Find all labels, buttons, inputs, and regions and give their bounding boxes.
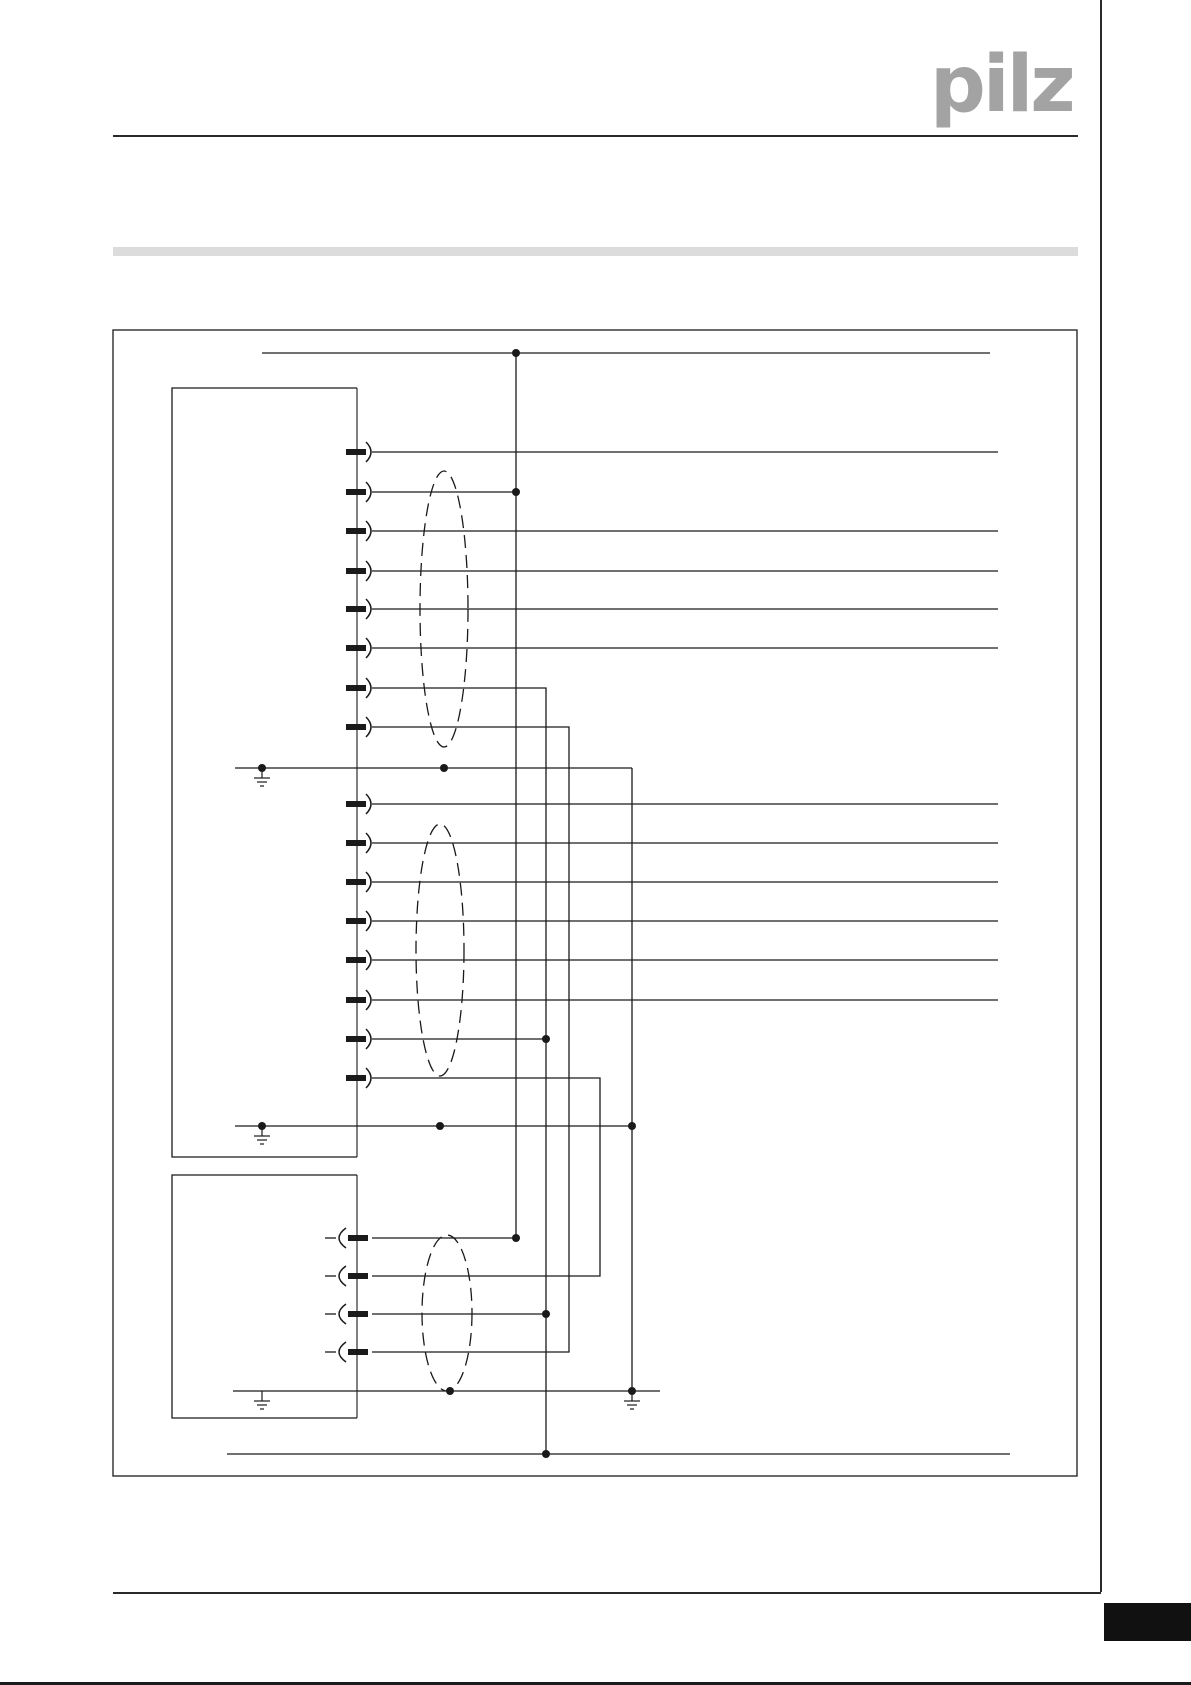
connector-pin (346, 801, 366, 807)
lower-module-box (172, 1175, 357, 1418)
connector-socket (366, 833, 371, 853)
connector-socket (339, 1342, 346, 1362)
connector-socket (339, 1228, 346, 1248)
junction-dot (628, 1122, 636, 1130)
connector-pin (348, 1235, 368, 1241)
junction-dot (440, 764, 448, 772)
junction-dot (542, 1035, 550, 1043)
connector-socket (366, 950, 371, 970)
connector-socket (366, 1029, 371, 1049)
connector-pin (346, 606, 366, 612)
connector-pin (346, 645, 366, 651)
connector-pin (348, 1349, 368, 1355)
connector-pin (346, 568, 366, 574)
routed-wire (372, 1078, 600, 1276)
cable-shield-loop (416, 824, 464, 1076)
connector-pin (346, 528, 366, 534)
connector-socket (366, 521, 371, 541)
connector-socket (366, 872, 371, 892)
connector-pin (346, 685, 366, 691)
connector-socket (366, 561, 371, 581)
connector-socket (366, 678, 371, 698)
connector-socket (366, 599, 371, 619)
connector-socket (366, 1068, 371, 1088)
connector-socket (366, 794, 371, 814)
connector-pin (346, 997, 366, 1003)
upper-module-box (172, 388, 357, 1157)
connector-socket (366, 911, 371, 931)
connector-pin (346, 918, 366, 924)
connector-socket (366, 717, 371, 737)
connector-pin (346, 724, 366, 730)
connector-pin (348, 1311, 368, 1317)
routed-wire (372, 688, 546, 1454)
junction-dot (542, 1310, 550, 1318)
connector-pin (348, 1273, 368, 1279)
connector-socket (366, 638, 371, 658)
connector-pin (346, 489, 366, 495)
connector-socket (339, 1304, 346, 1324)
connector-socket (366, 482, 371, 502)
connector-socket (339, 1266, 346, 1286)
connector-pin (346, 449, 366, 455)
connector-pin (346, 957, 366, 963)
pilz-logo: pilz (930, 40, 1073, 130)
cable-shield-loop (422, 1235, 472, 1391)
diagram-frame (113, 330, 1077, 1476)
connector-pin (346, 1075, 366, 1081)
connector-pin (346, 1036, 366, 1042)
connector-socket (366, 990, 371, 1010)
connector-pin (346, 840, 366, 846)
junction-dot (512, 1234, 520, 1242)
connector-pin (346, 879, 366, 885)
connector-socket (366, 442, 371, 462)
junction-dot (436, 1122, 444, 1130)
